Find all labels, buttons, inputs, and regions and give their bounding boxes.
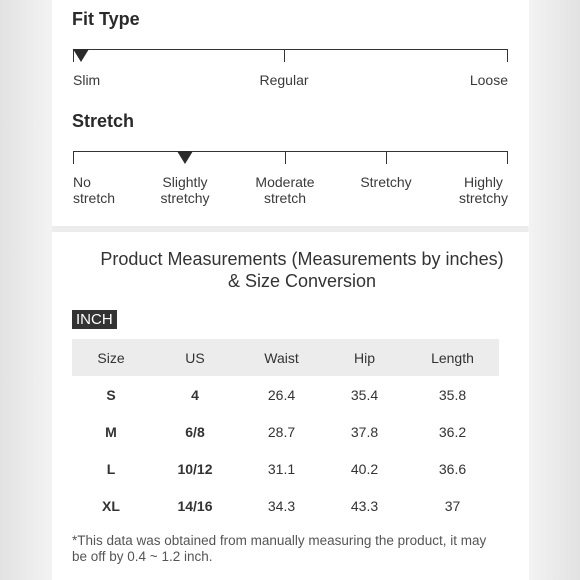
- fit-type-label-loose: Loose: [469, 72, 508, 88]
- cell-hip: 35.4: [350, 386, 379, 403]
- cell-length: 36.6: [438, 460, 467, 477]
- background-right: [528, 0, 580, 580]
- fit-type-line: [73, 49, 508, 50]
- cell-waist: 34.3: [267, 497, 296, 514]
- fit-type-label-regular: Regular: [259, 72, 309, 88]
- stretch-line: [73, 151, 508, 152]
- cell-waist: 26.4: [267, 386, 296, 403]
- cell-size: M: [105, 423, 117, 440]
- cell-hip: 37.8: [350, 423, 379, 440]
- table-header-row: [72, 339, 499, 376]
- stretch-tick: [386, 151, 387, 164]
- table-row: [72, 487, 499, 524]
- cell-us: 14/16: [177, 497, 213, 514]
- cell-length: 36.2: [438, 423, 467, 440]
- fit-type-marker: [73, 49, 89, 62]
- table-row: [72, 376, 499, 413]
- cell-length: 37: [444, 497, 461, 514]
- background-left: [0, 0, 52, 580]
- header-size: Size: [72, 339, 150, 376]
- fit-type-tick: [284, 49, 285, 62]
- fit-type-tick: [507, 49, 508, 62]
- cell-us: 4: [191, 386, 199, 403]
- header-us: US: [150, 339, 240, 376]
- size-table: [72, 339, 499, 524]
- stretch-scale: [73, 151, 508, 211]
- table-row: [72, 413, 499, 450]
- fit-stretch-card: [52, 0, 529, 226]
- measurement-note: *This data was obtained from manually measuring the product, it may be off by 0.4 ~ 1.2 inch.: [72, 533, 487, 564]
- fit-type-scale: [73, 49, 508, 89]
- header-hip: Hip: [323, 339, 406, 376]
- measurements-card: [52, 232, 529, 580]
- table-row: [72, 450, 499, 487]
- cell-size: S: [106, 386, 116, 403]
- fit-type-label-slim: Slim: [73, 72, 101, 88]
- stretch-label-no-stretch: No stretch: [73, 174, 116, 206]
- cell-hip: 43.3: [350, 497, 379, 514]
- measurements-title: Product Measurements (Measurements by inches) & Size Conversion: [100, 249, 504, 291]
- cell-us: 10/12: [177, 460, 213, 477]
- stretch-tick: [507, 151, 508, 164]
- unit-badge: INCH: [72, 310, 117, 329]
- header-length: Length: [406, 339, 499, 376]
- cell-size: L: [106, 460, 116, 477]
- header-waist: Waist: [240, 339, 323, 376]
- stretch-label-stretchy: Stretchy: [360, 174, 412, 190]
- cell-length: 35.8: [438, 386, 467, 403]
- cell-size: XL: [102, 497, 120, 514]
- cell-us: 6/8: [185, 423, 205, 440]
- stretch-label-highly-stretchy: Highly stretchy: [458, 174, 508, 206]
- stretch-title: Stretch: [72, 111, 135, 131]
- stretch-marker: [177, 151, 193, 164]
- stretch-label-slightly-stretchy: Slightly stretchy: [160, 174, 210, 206]
- cell-waist: 31.1: [267, 460, 296, 477]
- fit-type-title: Fit Type: [72, 9, 140, 29]
- stretch-tick: [285, 151, 286, 164]
- cell-hip: 40.2: [350, 460, 379, 477]
- stretch-label-moderate-stretch: Moderate stretch: [255, 174, 315, 206]
- cell-waist: 28.7: [267, 423, 296, 440]
- stretch-tick: [73, 151, 74, 164]
